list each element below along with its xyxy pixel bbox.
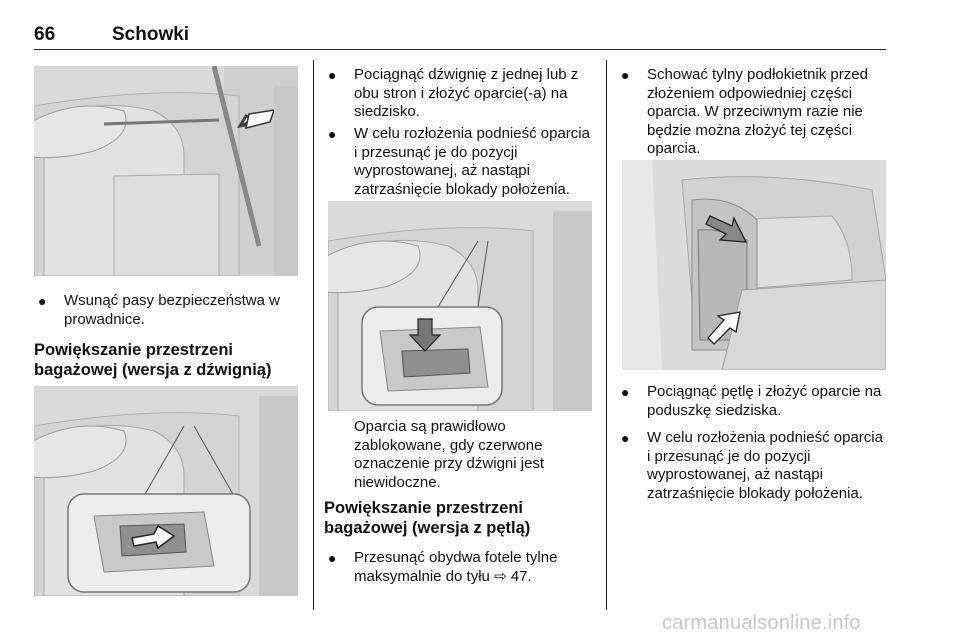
- bullet-dot: ●: [621, 430, 630, 446]
- bullet-dot: ●: [328, 67, 337, 83]
- bullet-dot: ●: [328, 550, 337, 566]
- bullet-text: Pociągnąć dźwignię z jednej lub z obu stron i złożyć oparcie(-a) na siedzisko.: [354, 66, 579, 120]
- bullet-text: W celu rozłożenia podnieść oparcia i przesunąć je do pozycji wyprostowanej, aż nastąpi zatrzaśnięcie blokady położenia.: [354, 125, 590, 198]
- note-lock-indicator: Oparcia są prawidłowo zablokowane, gdy czerwone oznaczenie przy dźwigni jest niewidoczne.: [354, 418, 545, 491]
- loop-fold-illustration: [622, 160, 886, 370]
- bullet-text: Wsunąć pasy bezpieczeństwa w prowadnice.: [64, 292, 280, 328]
- section-heading-lever: Powiększanie przestrzeni bagażowej (wersja z dźwignią): [34, 341, 272, 379]
- column-divider-left: [313, 60, 314, 610]
- bullet-dot: ●: [38, 293, 47, 309]
- figure-seatbelt-guide: [34, 66, 298, 276]
- page-reference-icon: ⇨: [494, 567, 507, 585]
- lever-detail-illustration: [34, 386, 298, 596]
- bullet-move-seats: [324, 549, 594, 586]
- section-heading-loop: Powiększanie przestrzeni bagażowej (wersja z pętlą): [324, 499, 531, 537]
- figure-lever-detail: [34, 386, 298, 596]
- bullet-pull-loop: [617, 383, 889, 420]
- bullet-text: Przesunąć obydwa fotele tylne maksymalnie do tyłu: [354, 549, 558, 585]
- bullet-dot: ●: [328, 126, 337, 142]
- watermark: carmanualsonline.info: [662, 612, 861, 634]
- figure-loop-fold: [622, 160, 886, 370]
- bullet-text: W celu rozłożenia podnieść oparcia i przesunąć je do pozycji wyprostowanej, aż nastąpi zatrzaśnięcie blokady położenia.: [647, 429, 883, 502]
- bullet-text: Pociągnąć pętlę i złożyć oparcie na poduszkę siedziska.: [647, 383, 882, 419]
- header-rule: [34, 49, 886, 50]
- column-divider-right: [606, 60, 607, 610]
- page-reference-link[interactable]: 47.: [510, 567, 532, 585]
- figure-lever-indicator: [328, 201, 592, 411]
- page-number: 66: [34, 24, 56, 45]
- seatbelt-guide-illustration: [34, 66, 298, 276]
- lever-indicator-illustration: [328, 201, 592, 411]
- bullet-text: Schować tylny podłokietnik przed złożeniem odpowiedniej części oparcia. W przeciwnym razie nie będzie można złożyć tej części oparcia.: [647, 66, 868, 157]
- bullet-stow-armrest: [617, 66, 889, 159]
- bullet-seatbelt: [34, 292, 300, 329]
- bullet-pull-lever: [324, 66, 592, 122]
- bullet-raise-backrest: [324, 125, 592, 199]
- bullet-raise-backrest-loop: [617, 429, 889, 503]
- bullet-dot: ●: [621, 384, 630, 400]
- running-title: Schowki: [112, 24, 190, 45]
- bullet-dot: ●: [621, 67, 630, 83]
